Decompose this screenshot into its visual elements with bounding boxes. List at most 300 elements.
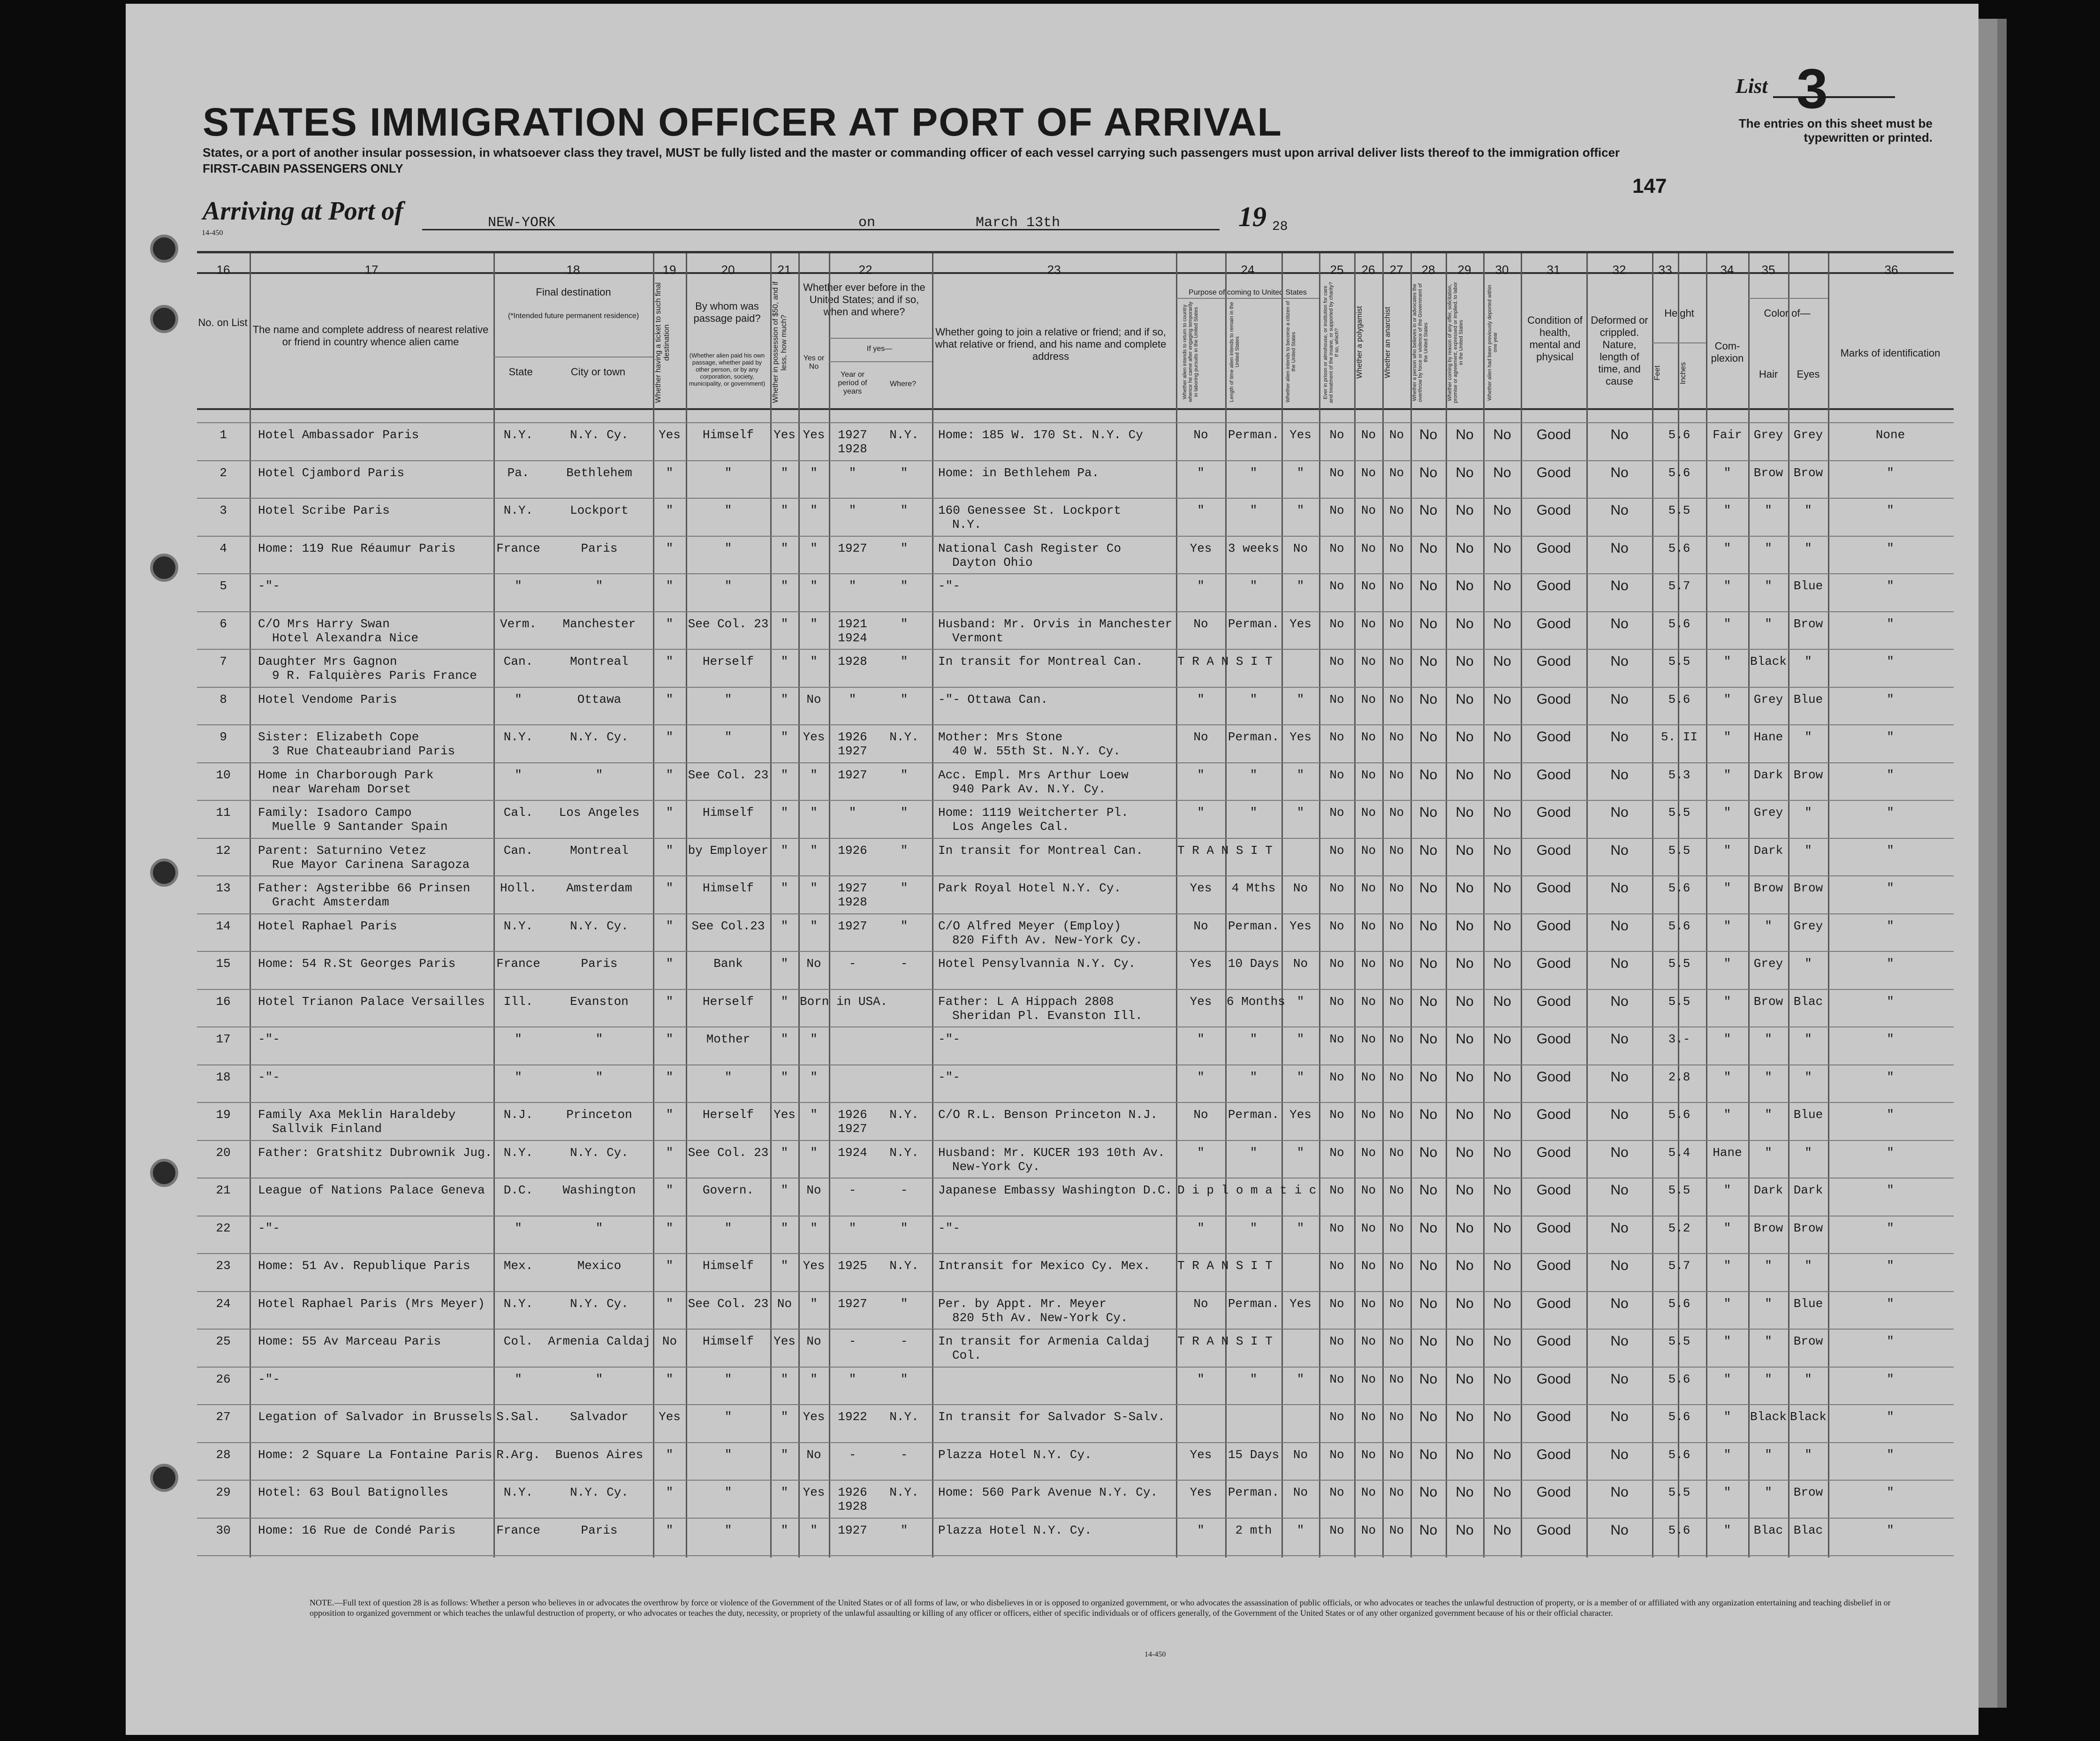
- cell-q29: No: [1456, 1484, 1474, 1500]
- cell-marks: ": [1887, 579, 1894, 593]
- cell-height: 5.5: [1668, 994, 1691, 1009]
- cell-where: ": [900, 579, 908, 593]
- cell-q27: No: [1389, 881, 1404, 895]
- cell-deformed: No: [1610, 1220, 1629, 1236]
- cell-fifty: ": [781, 654, 788, 669]
- cell-where: ": [900, 768, 908, 782]
- cell-health: Good: [1536, 767, 1571, 783]
- cell-health: Good: [1536, 918, 1571, 934]
- cell-fifty: ": [781, 919, 788, 933]
- header-if-yes: If yes—: [866, 345, 893, 353]
- cell-q28: No: [1419, 540, 1438, 556]
- cell-where: N.Y.: [889, 1259, 919, 1273]
- cell-relative2: 9 R. Falquières Paris France: [272, 669, 477, 683]
- cell-city: Evanston: [570, 994, 629, 1009]
- row-rule: [197, 838, 1954, 839]
- column-number: 21: [777, 263, 791, 277]
- column-rule: [493, 253, 495, 1558]
- header-complexion: Com-plexion: [1711, 340, 1744, 364]
- column-rule: [250, 253, 251, 1558]
- cell-where: N.Y.: [889, 1485, 919, 1499]
- cell-ticket: ": [666, 1447, 674, 1462]
- cell-ticket: ": [666, 919, 674, 933]
- cell-q29: No: [1456, 1069, 1474, 1085]
- cell-complexion: ": [1723, 1410, 1731, 1424]
- cell-deformed: No: [1610, 767, 1629, 783]
- cell-where: N.Y.: [889, 1145, 919, 1160]
- cell-where: N.Y.: [889, 1410, 919, 1424]
- cell-p1: Yes: [1190, 1485, 1212, 1499]
- cell-ticket: ": [666, 692, 674, 707]
- cell-q28: No: [1419, 1484, 1438, 1500]
- cell-relative: Family: Isadoro Campo: [258, 806, 412, 820]
- cell-relative: C/O Mrs Harry Swan: [258, 616, 390, 631]
- cell-deformed: No: [1610, 1522, 1629, 1538]
- cell-hair: ": [1765, 1259, 1772, 1273]
- cell-relative: Legation of Salvador in Brussels: [258, 1410, 493, 1424]
- cell-state: France: [496, 957, 540, 971]
- cell-q28: No: [1419, 1522, 1438, 1538]
- cell-ticket: ": [666, 1259, 674, 1273]
- cell-state: N.Y.: [503, 1296, 533, 1311]
- binder-hole: [150, 859, 178, 887]
- cell-marks: ": [1887, 1334, 1894, 1348]
- cell-city: Buenos Aires: [555, 1447, 644, 1462]
- cell-fifty: ": [781, 768, 788, 782]
- cell-city: Manchester: [562, 616, 636, 631]
- cell-height: 5.6: [1668, 1447, 1691, 1462]
- cell-join: -"- Ottawa Can.: [938, 692, 1048, 707]
- cell-before: Yes: [803, 1410, 825, 1424]
- cell-p2: ": [1250, 806, 1258, 820]
- cell-p1: T R A N S I T: [1177, 843, 1273, 858]
- cell-q27: No: [1389, 1183, 1404, 1197]
- cell-health: Good: [1536, 691, 1571, 707]
- cell-hair: ": [1765, 1372, 1772, 1386]
- cell-p3: No: [1293, 881, 1308, 895]
- cell-ticket: ": [666, 654, 674, 669]
- cell-join2: N.Y.: [952, 517, 982, 532]
- cell-q26: No: [1361, 1259, 1376, 1273]
- cell-p1: ": [1197, 692, 1205, 707]
- column-number: 35: [1761, 263, 1775, 277]
- cell-city: Ottawa: [577, 692, 622, 707]
- cell-complexion: Hane: [1713, 1145, 1742, 1160]
- cell-q27: No: [1389, 1334, 1404, 1348]
- cell-before: ": [810, 1108, 818, 1122]
- cell-q26: No: [1361, 503, 1376, 517]
- cell-deformed: No: [1610, 1333, 1629, 1349]
- cell-p3: ": [1296, 692, 1304, 707]
- header-purpose-length: Length of time alien intends to remain in the United States: [1229, 302, 1240, 402]
- cell-fifty: ": [781, 579, 788, 593]
- cell-no: 9: [220, 730, 227, 744]
- cell-health: Good: [1536, 880, 1571, 896]
- cell-eyes: Brow: [1793, 1334, 1823, 1348]
- cell-q27: No: [1389, 692, 1404, 707]
- cell-marks: ": [1887, 1410, 1894, 1424]
- cell-p1: ": [1197, 1145, 1205, 1160]
- cell-q25: No: [1329, 1183, 1344, 1197]
- cell-marks: ": [1887, 1447, 1894, 1462]
- cell-city: Paris: [581, 541, 618, 555]
- column-rule: [1586, 253, 1588, 1558]
- cell-relative: Hotel: 63 Boul Batignolles: [258, 1485, 448, 1499]
- cell-marks: ": [1887, 730, 1894, 744]
- cell-p1: T R A N S I T: [1177, 1334, 1273, 1348]
- sub-header-rule: [829, 361, 932, 362]
- cell-health: Good: [1536, 1031, 1571, 1047]
- cell-p3: No: [1293, 1485, 1308, 1499]
- cell-before: ": [810, 465, 818, 480]
- column-rule: [1446, 253, 1447, 1558]
- cell-join: -"-: [938, 579, 960, 593]
- cell-where: ": [900, 616, 908, 631]
- cell-no: 8: [220, 692, 227, 707]
- cell-join2: 820 Fifth Av. New-York Cy.: [952, 933, 1143, 947]
- cell-q27: No: [1389, 919, 1404, 933]
- cell-health: Good: [1536, 956, 1571, 971]
- row-rule: [197, 875, 1954, 876]
- cell-state: N.Y.: [503, 919, 533, 933]
- footer-note: NOTE.—Full text of question 28 is as follows: Whether a person who believes in or advocates the overthrow by force or violence of the Government of the United States or of all forms of law, or who disbelieves in or is opposed to organized government, or who advocates the assassination of public officials, or who advocates or teaches the unlawful destruction of property, or is a member of or affiliated with any organization entertaining and teaching disbelief in or opposition to organized government or which teaches the unlawful destruction of property, or who advocates or teaches the duty, necessity, or propriety of the unlawful assaulting or killing of any officer or officers, either of specific individuals or of officers generally, of the Government of the United States or of any other organized government because of his or their official character.: [310, 1598, 1891, 1618]
- cell-hair: ": [1765, 1145, 1772, 1160]
- cell-q27: No: [1389, 730, 1404, 744]
- cell-q29: No: [1456, 1182, 1474, 1198]
- row-rule: [197, 460, 1954, 461]
- cell-state: ": [515, 1372, 522, 1386]
- cell-health: Good: [1536, 1144, 1571, 1160]
- cell-eyes: ": [1804, 957, 1812, 971]
- cell-complexion: ": [1723, 1447, 1731, 1462]
- cell-fifty: ": [781, 994, 788, 1009]
- cell-state: Verm.: [500, 616, 537, 631]
- cell-q29: No: [1456, 691, 1474, 707]
- cell-where: N.Y.: [889, 730, 919, 744]
- cell-join2: 820 5th Av. New-York Cy.: [952, 1310, 1128, 1325]
- cell-q25: No: [1329, 1485, 1344, 1499]
- cell-q30: No: [1493, 918, 1511, 934]
- cell-join: Japanese Embassy Washington D.C.: [938, 1183, 1173, 1197]
- cell-complexion: ": [1723, 1259, 1731, 1273]
- cell-q28: No: [1419, 578, 1438, 593]
- column-rule: [1281, 253, 1283, 1558]
- cell-q25: No: [1329, 428, 1344, 442]
- cell-p1: D i p l o m a t i c: [1177, 1183, 1317, 1197]
- cell-join: Home: 560 Park Avenue N.Y. Cy.: [938, 1485, 1158, 1499]
- cell-city: ": [595, 1372, 603, 1386]
- cell-q27: No: [1389, 541, 1404, 555]
- cell-p1: ": [1197, 1221, 1205, 1235]
- cell-eyes: Brow: [1793, 768, 1823, 782]
- cell-relative: Hotel Trianon Palace Versailles: [258, 994, 485, 1009]
- cell-eyes: Blue: [1793, 1296, 1823, 1311]
- row-rule: [197, 611, 1954, 612]
- cell-join: Plazza Hotel N.Y. Cy.: [938, 1523, 1092, 1537]
- row-rule: [197, 1253, 1954, 1254]
- cell-complexion: ": [1723, 616, 1731, 631]
- header-passage-paid: By whom was passage paid?: [693, 300, 761, 324]
- cell-paid: ": [724, 579, 732, 593]
- cell-q27: No: [1389, 579, 1404, 593]
- cell-q25: No: [1329, 768, 1344, 782]
- cell-where: N.Y.: [889, 428, 919, 442]
- cell-hair: ": [1765, 579, 1772, 593]
- header-inches: Inches: [1679, 362, 1687, 384]
- cell-q28: No: [1419, 842, 1438, 858]
- cell-state: D.C.: [503, 1183, 533, 1197]
- cell-year2: 1927: [838, 1122, 867, 1136]
- cell-relative: Home: 54 R.St Georges Paris: [258, 957, 456, 971]
- cell-height: 5.7: [1668, 579, 1691, 593]
- cell-q30: No: [1493, 654, 1511, 669]
- cell-join: In transit for Armenia Caldaj: [938, 1334, 1151, 1348]
- cell-q30: No: [1493, 616, 1511, 631]
- cell-q26: No: [1361, 957, 1376, 971]
- cell-height: 5.5: [1668, 1334, 1691, 1348]
- cell-city: N.Y. Cy.: [570, 428, 629, 442]
- cell-marks: ": [1887, 1485, 1894, 1499]
- cell-city: ": [595, 1070, 603, 1084]
- cell-q30: No: [1493, 956, 1511, 971]
- cell-p2: 15 Days: [1228, 1447, 1280, 1462]
- cell-marks: ": [1887, 1296, 1894, 1311]
- cell-q26: No: [1361, 541, 1376, 555]
- cell-year: ": [849, 806, 857, 820]
- cell-fifty: ": [781, 1221, 788, 1235]
- cell-year: ": [849, 579, 857, 593]
- cell-ticket: ": [666, 616, 674, 631]
- cell-q25: No: [1329, 843, 1344, 858]
- cell-p3: Yes: [1289, 616, 1312, 631]
- header-hair: Hair: [1759, 368, 1778, 380]
- column-rule: [1706, 253, 1707, 1558]
- cell-p3: ": [1296, 1372, 1304, 1386]
- cell-year: 1927: [838, 768, 867, 782]
- cell-eyes: ": [1804, 843, 1812, 858]
- cell-paid: ": [724, 465, 732, 480]
- cell-p2: ": [1250, 1032, 1258, 1046]
- binder-hole: [150, 235, 178, 263]
- cell-q25: No: [1329, 1372, 1344, 1386]
- cell-fifty: ": [781, 1410, 788, 1424]
- cell-complexion: Fair: [1713, 428, 1742, 442]
- cell-complexion: ": [1723, 1032, 1731, 1046]
- cell-q29: No: [1456, 427, 1474, 442]
- cell-paid: ": [724, 1447, 732, 1462]
- cell-complexion: ": [1723, 1485, 1731, 1499]
- header-year-period: Year or period of years: [838, 371, 867, 395]
- column-rule: [1354, 253, 1356, 1558]
- cell-q26: No: [1361, 428, 1376, 442]
- cell-p2: Perman.: [1228, 1485, 1280, 1499]
- list-label: List: [1736, 75, 1768, 98]
- cell-q29: No: [1456, 654, 1474, 669]
- cell-eyes: Brow: [1793, 1485, 1823, 1499]
- cell-complexion: ": [1723, 692, 1731, 707]
- cell-year: 1924: [838, 1145, 867, 1160]
- cell-relative: Hotel Raphael Paris (Mrs Meyer): [258, 1296, 485, 1311]
- cell-p2: Perman.: [1228, 1296, 1280, 1311]
- cell-deformed: No: [1610, 1446, 1629, 1462]
- cell-q28: No: [1419, 956, 1438, 971]
- cell-q28: No: [1419, 805, 1438, 820]
- cell-paid: Herself: [702, 1108, 754, 1122]
- row-rule: [197, 1442, 1954, 1443]
- cell-q27: No: [1389, 616, 1404, 631]
- row-rule: [197, 1102, 1954, 1103]
- cell-hair: Hane: [1753, 730, 1783, 744]
- cell-relative2: near Wareham Dorset: [272, 782, 411, 796]
- cell-height: 5.6: [1668, 428, 1691, 442]
- cell-paid: Herself: [702, 654, 754, 669]
- cell-health: Good: [1536, 805, 1571, 820]
- column-number: 25: [1330, 263, 1344, 277]
- cell-q29: No: [1456, 1295, 1474, 1311]
- cell-q29: No: [1456, 1144, 1474, 1160]
- cell-marks: ": [1887, 843, 1894, 858]
- header-polygamist: Whether a polygamist: [1356, 306, 1364, 379]
- cell-relative: Home: 2 Square La Fontaine Paris: [258, 1447, 493, 1462]
- cell-before: ": [810, 919, 818, 933]
- cell-no: 18: [216, 1070, 231, 1084]
- cell-year2: 1927: [838, 744, 867, 758]
- column-rule: [653, 253, 654, 1558]
- cell-height: 5.6: [1668, 692, 1691, 707]
- cell-deformed: No: [1610, 1484, 1629, 1500]
- cell-height: 5.4: [1668, 1145, 1691, 1160]
- cell-paid: ": [724, 1485, 732, 1499]
- cell-deformed: No: [1610, 1409, 1629, 1424]
- cell-complexion: ": [1723, 1372, 1731, 1386]
- row-rule: [197, 1480, 1954, 1481]
- cell-city: N.Y. Cy.: [570, 919, 629, 933]
- cell-city: N.Y. Cy.: [570, 730, 629, 744]
- cell-q25: No: [1329, 616, 1344, 631]
- cell-q25: No: [1329, 1145, 1344, 1160]
- cell-relative: Home: 51 Av. Republique Paris: [258, 1259, 470, 1273]
- cell-fifty: ": [781, 616, 788, 631]
- header-purpose-return: Whether alien intends to return to country whence he came after engaging temporarily in laboring pursuits in the United States: [1182, 302, 1199, 403]
- cell-city: N.Y. Cy.: [570, 1485, 629, 1499]
- cell-year: 1927: [838, 428, 867, 442]
- column-rule: [798, 253, 800, 1558]
- cell-before: No: [806, 957, 821, 971]
- cell-ticket: Yes: [659, 428, 681, 442]
- cell-q25: No: [1329, 1221, 1344, 1235]
- cell-p1: No: [1193, 730, 1208, 744]
- cell-no: 5: [220, 579, 227, 593]
- cell-fifty: ": [781, 465, 788, 480]
- cell-relative: Hotel Raphael Paris: [258, 919, 397, 933]
- cell-no: 23: [216, 1259, 231, 1273]
- cell-no: 25: [216, 1334, 231, 1348]
- header-color-of: Color of—: [1764, 307, 1811, 319]
- cell-height: 5.6: [1668, 616, 1691, 631]
- cell-p2: Perman.: [1228, 1108, 1280, 1122]
- cell-complexion: ": [1723, 730, 1731, 744]
- cell-ticket: ": [666, 768, 674, 782]
- cell-height: 5.5: [1668, 503, 1691, 517]
- cell-q26: No: [1361, 1334, 1376, 1348]
- cell-city: Lockport: [570, 503, 629, 517]
- cell-city: Los Angeles: [559, 806, 640, 820]
- cell-before: Yes: [803, 1485, 825, 1499]
- row-rule: [197, 989, 1954, 990]
- cell-q28: No: [1419, 427, 1438, 442]
- cell-complexion: ": [1723, 1334, 1731, 1348]
- cell-p2: ": [1250, 1372, 1258, 1386]
- cell-state: N.J.: [503, 1108, 533, 1122]
- cell-q28: No: [1419, 880, 1438, 896]
- column-number: 16: [216, 263, 230, 277]
- cell-relative: Hotel Ambassador Paris: [258, 428, 419, 442]
- cell-q26: No: [1361, 1296, 1376, 1311]
- cell-relative: Home: 55 Av Marceau Paris: [258, 1334, 441, 1348]
- column-rule: [1521, 253, 1522, 1558]
- cell-eyes: ": [1804, 1259, 1812, 1273]
- row-rule: [197, 762, 1954, 763]
- cell-q28: No: [1419, 767, 1438, 783]
- cell-before: ": [810, 503, 818, 517]
- cell-before: No: [806, 1447, 821, 1462]
- cell-p2: 10 Days: [1228, 957, 1280, 971]
- cell-q26: No: [1361, 1145, 1376, 1160]
- cell-no: 21: [216, 1183, 231, 1197]
- cell-deformed: No: [1610, 993, 1629, 1009]
- cell-q27: No: [1389, 806, 1404, 820]
- row-rule: [197, 1140, 1954, 1141]
- cell-hair: Brow: [1753, 881, 1783, 895]
- cell-paid: See Col. 23: [688, 616, 769, 631]
- cell-q30: No: [1493, 427, 1511, 442]
- cell-p1: ": [1197, 579, 1205, 593]
- cell-q25: No: [1329, 1447, 1344, 1462]
- cell-eyes: ": [1804, 1372, 1812, 1386]
- cell-p2: Perman.: [1228, 730, 1280, 744]
- cell-no: 20: [216, 1145, 231, 1160]
- column-rule: [686, 253, 687, 1558]
- cell-p1: ": [1197, 806, 1205, 820]
- cell-q30: No: [1493, 1371, 1511, 1387]
- cell-relative: Hotel Cjambord Paris: [258, 465, 405, 480]
- cell-paid: ": [724, 730, 732, 744]
- cell-state: ": [515, 1221, 522, 1235]
- cell-hair: Brow: [1753, 994, 1783, 1009]
- cell-health: Good: [1536, 1409, 1571, 1424]
- cell-p1: Yes: [1190, 1447, 1212, 1462]
- cell-q27: No: [1389, 1410, 1404, 1424]
- cell-relative2: 3 Rue Chateaubriand Paris: [272, 744, 455, 758]
- row-rule: [197, 800, 1954, 801]
- cell-year: 1927: [838, 919, 867, 933]
- page-number: 147: [1632, 175, 1667, 198]
- cell-paid: See Col. 23: [688, 1145, 769, 1160]
- cell-deformed: No: [1610, 1295, 1629, 1311]
- binder-hole: [150, 305, 178, 333]
- cell-deformed: No: [1610, 1258, 1629, 1273]
- cell-q28: No: [1419, 1258, 1438, 1273]
- cell-marks: ": [1887, 1372, 1894, 1386]
- cell-q25: No: [1329, 692, 1344, 707]
- cell-q30: No: [1493, 1069, 1511, 1085]
- cell-eyes: ": [1804, 654, 1812, 669]
- cell-before: ": [810, 1523, 818, 1537]
- cell-hair: ": [1765, 1032, 1772, 1046]
- header-nearest-relative: The name and complete address of nearest relative or friend in country whence alien came: [252, 324, 489, 348]
- cell-deformed: No: [1610, 1371, 1629, 1387]
- cell-q26: No: [1361, 1070, 1376, 1084]
